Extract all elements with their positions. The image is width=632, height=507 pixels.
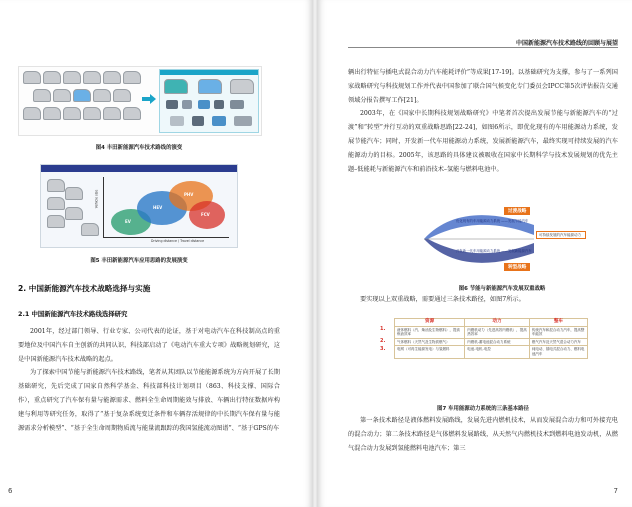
sustainable-goal-box: 可持续发展的汽车能源动力 [536, 231, 586, 239]
car-icon [47, 215, 65, 228]
paragraph: 2003年，在《国家中长期科技规划战略研究》中笔者首次提出发展节能与新能源汽车的“过渡”和“转型”并行互动的双重战略思路[22-24]，如图6所示，即优化现有的车用能源动力系统，发展节能汽车；同时，开发新一代车用能源动力系统，发展新能源汽车，最终实现可持续发展的汽车能源动力的目标。2005年，该思路的具体建议被吸收在国家中长期科学与技术发展规划的优先主题–低能耗与新能源汽车和前沿技术–氢能与燃料电池中。 [348, 110, 618, 173]
transition-strategy-label: 优化现有的车用能源动力系统 ——发展节能汽车 [456, 219, 529, 223]
figure-5-caption: 图5 丰田新能源汽车应用思路的发展演变 [90, 258, 188, 264]
path-number: 3. [380, 345, 386, 352]
path-cell: 燃气汽车及天然气混合动力汽车 [529, 338, 587, 346]
y-axis [103, 177, 104, 237]
paragraph: 要实现以上双重战略，需要通过三条技术路径，如图7所示。 [360, 296, 525, 303]
path-cell: 内燃机-蓄电池混合动力系统 [465, 338, 530, 346]
vehicle-icon [164, 79, 188, 94]
components-panel [159, 69, 259, 133]
car-icon [65, 187, 83, 200]
car-icon [63, 107, 81, 120]
component-icon [192, 116, 204, 126]
paragraph: 为了探索中国节能与新能源汽车技术路线，笔者从其团队以节能能源系统为方向开展了长期基础研究，先后完成了国家自然科学基金、科技部科技计划项目（863、科技支撑、国际合作），重点研究了汽车保有量与能源需求、燃料全生命周期能效与排放、车辆出行特征数据库构建与利用等研究任务，取得了“基于复杂系统变迁条件和车辆存活规律的中长期汽车保有量与能源需求分析模型”、“基于全生命周期物质流与能量流跟踪的我国氢能流动图谱”、“基于GPS的车 [18, 369, 280, 432]
phv-label: PHV [184, 192, 194, 197]
figure-4-caption: 图4 丰田新能源汽车技术路线的演变 [95, 145, 183, 151]
path-cell: 电池-电机-电控 [465, 346, 530, 358]
figure-7-table [378, 318, 588, 359]
header-resource: 资源 [395, 319, 465, 327]
section-heading: 2. 中国新能源汽车技术战略选择与实施 [18, 284, 151, 293]
fuel-cell-icon [230, 100, 244, 109]
tank-icon [170, 116, 184, 126]
hev-label: HEV [153, 205, 163, 210]
car-icon [113, 89, 131, 102]
header-rule [348, 47, 618, 48]
car-icon [53, 89, 71, 102]
path-cell: 电网（可再生能源发电）与氢燃料 [395, 346, 465, 358]
chassis-icon [234, 116, 252, 126]
transition-strategy-box: 过渡战略 [504, 207, 530, 215]
right-body-top [348, 66, 618, 176]
car-icon [103, 107, 121, 120]
x-axis [103, 237, 229, 238]
inverter-icon [198, 100, 210, 109]
figure-6 [422, 205, 582, 273]
car-icon [43, 107, 61, 120]
fcv-label: FCV [201, 212, 210, 217]
car-icon [81, 223, 99, 236]
car-icon [93, 89, 111, 102]
figure-7 [378, 318, 588, 359]
subsection-heading: 2.1 中国新能源汽车技术路线选择研究 [18, 310, 128, 318]
y-axis-label: Vehicle size [94, 189, 99, 209]
left-page [0, 0, 312, 507]
figure-6-caption: 图6 节能与新能源汽车发展双重战略 [458, 286, 546, 292]
paragraph: 2001年，经过部门领导、行业专家、公司代表的论证，基于对电动汽车在科技制高点的重要地位及中国汽车自主创新的共同认识，科技部启动了《电动汽车重大专项》战略规划研究，这是中国新能源汽车技术战略的起点。 [18, 328, 280, 363]
car-icon [63, 71, 81, 84]
car-icon [47, 179, 65, 192]
vehicle-icon [198, 79, 222, 94]
page-number-left: 6 [8, 487, 13, 495]
car-icon [23, 71, 41, 84]
car-icon [65, 207, 83, 220]
car-icon [83, 107, 101, 120]
figure-7-caption: 图7 车用能源动力系统的三条基本路径 [437, 406, 529, 412]
car-icon [123, 71, 141, 84]
car-icon [33, 89, 51, 102]
left-body [18, 325, 280, 435]
car-icon [123, 107, 141, 120]
path-row-2 [378, 338, 588, 346]
arrow-head-icon [150, 94, 156, 104]
page-number-right: 7 [613, 487, 618, 495]
path-row-3 [378, 346, 588, 358]
ev-label: EV [125, 219, 131, 224]
component-icon [212, 116, 226, 126]
figure-4-image [18, 66, 262, 136]
figure-5-image [40, 164, 238, 248]
path-cell: 液体燃料（汽、柴油及生物燃料），提高炼油效率 [395, 326, 465, 338]
transformation-strategy-box: 转型战略 [504, 263, 530, 271]
path-cell: 纯电动、插电式混合动力、燃料电池汽车 [529, 346, 587, 358]
car-icon [73, 89, 91, 102]
car-icon [23, 107, 41, 120]
x-axis-label: Driving distance / Travel distance [151, 239, 205, 243]
car-icon [103, 71, 121, 84]
car-icon [47, 197, 65, 210]
header-power: 动力 [465, 319, 530, 327]
header-vehicle: 整车 [529, 319, 587, 327]
path-number: 1. [380, 326, 386, 333]
car-icon [83, 71, 101, 84]
paragraph: 第一条技术路径是液体燃料发展路线，发展先进内燃机技术，从而发展混合动力和可外接充电的混合动力；第二条技术路径是气体燃料发展路线，从天然气内燃机技术到燃料电池发动机，从燃气混合动力发展到氢能燃料电池汽车；第三 [348, 417, 618, 452]
engine-icon [214, 100, 224, 109]
vehicle-icon [230, 79, 254, 94]
running-header: 中国新能源汽车技术路线的回顾与展望 [515, 40, 618, 47]
path-row-1 [378, 326, 588, 338]
motor-icon [166, 100, 178, 109]
path-cell: 气体燃料（天然气及生物质燃气） [395, 338, 465, 346]
path-cell: 传统汽车和混合动力汽车，提高整车能效 [529, 326, 587, 338]
arrow-icon [142, 97, 150, 101]
car-icon [43, 71, 61, 84]
path-cell: 内燃机动力（先进高效内燃机），提高热效率 [465, 326, 530, 338]
path-number: 2. [380, 338, 386, 345]
figure-5-topbar [41, 165, 237, 172]
paragraph: 辆出行特征与插电式混合动力汽车能耗评价”等成果[17-19]。以基础研究为支撑，参与了一系列国家战略研究与科技规划工作并代表中国参加了联合国气候变化专门委员会IPCC第5次评估报告交通领域分报告撰写工作[21]。 [348, 69, 618, 104]
transformation-strategy-label: 开发新一代车用能源动力系统 ——发展新能源汽车 [456, 249, 532, 253]
battery-icon [182, 100, 192, 109]
right-page [318, 0, 632, 507]
